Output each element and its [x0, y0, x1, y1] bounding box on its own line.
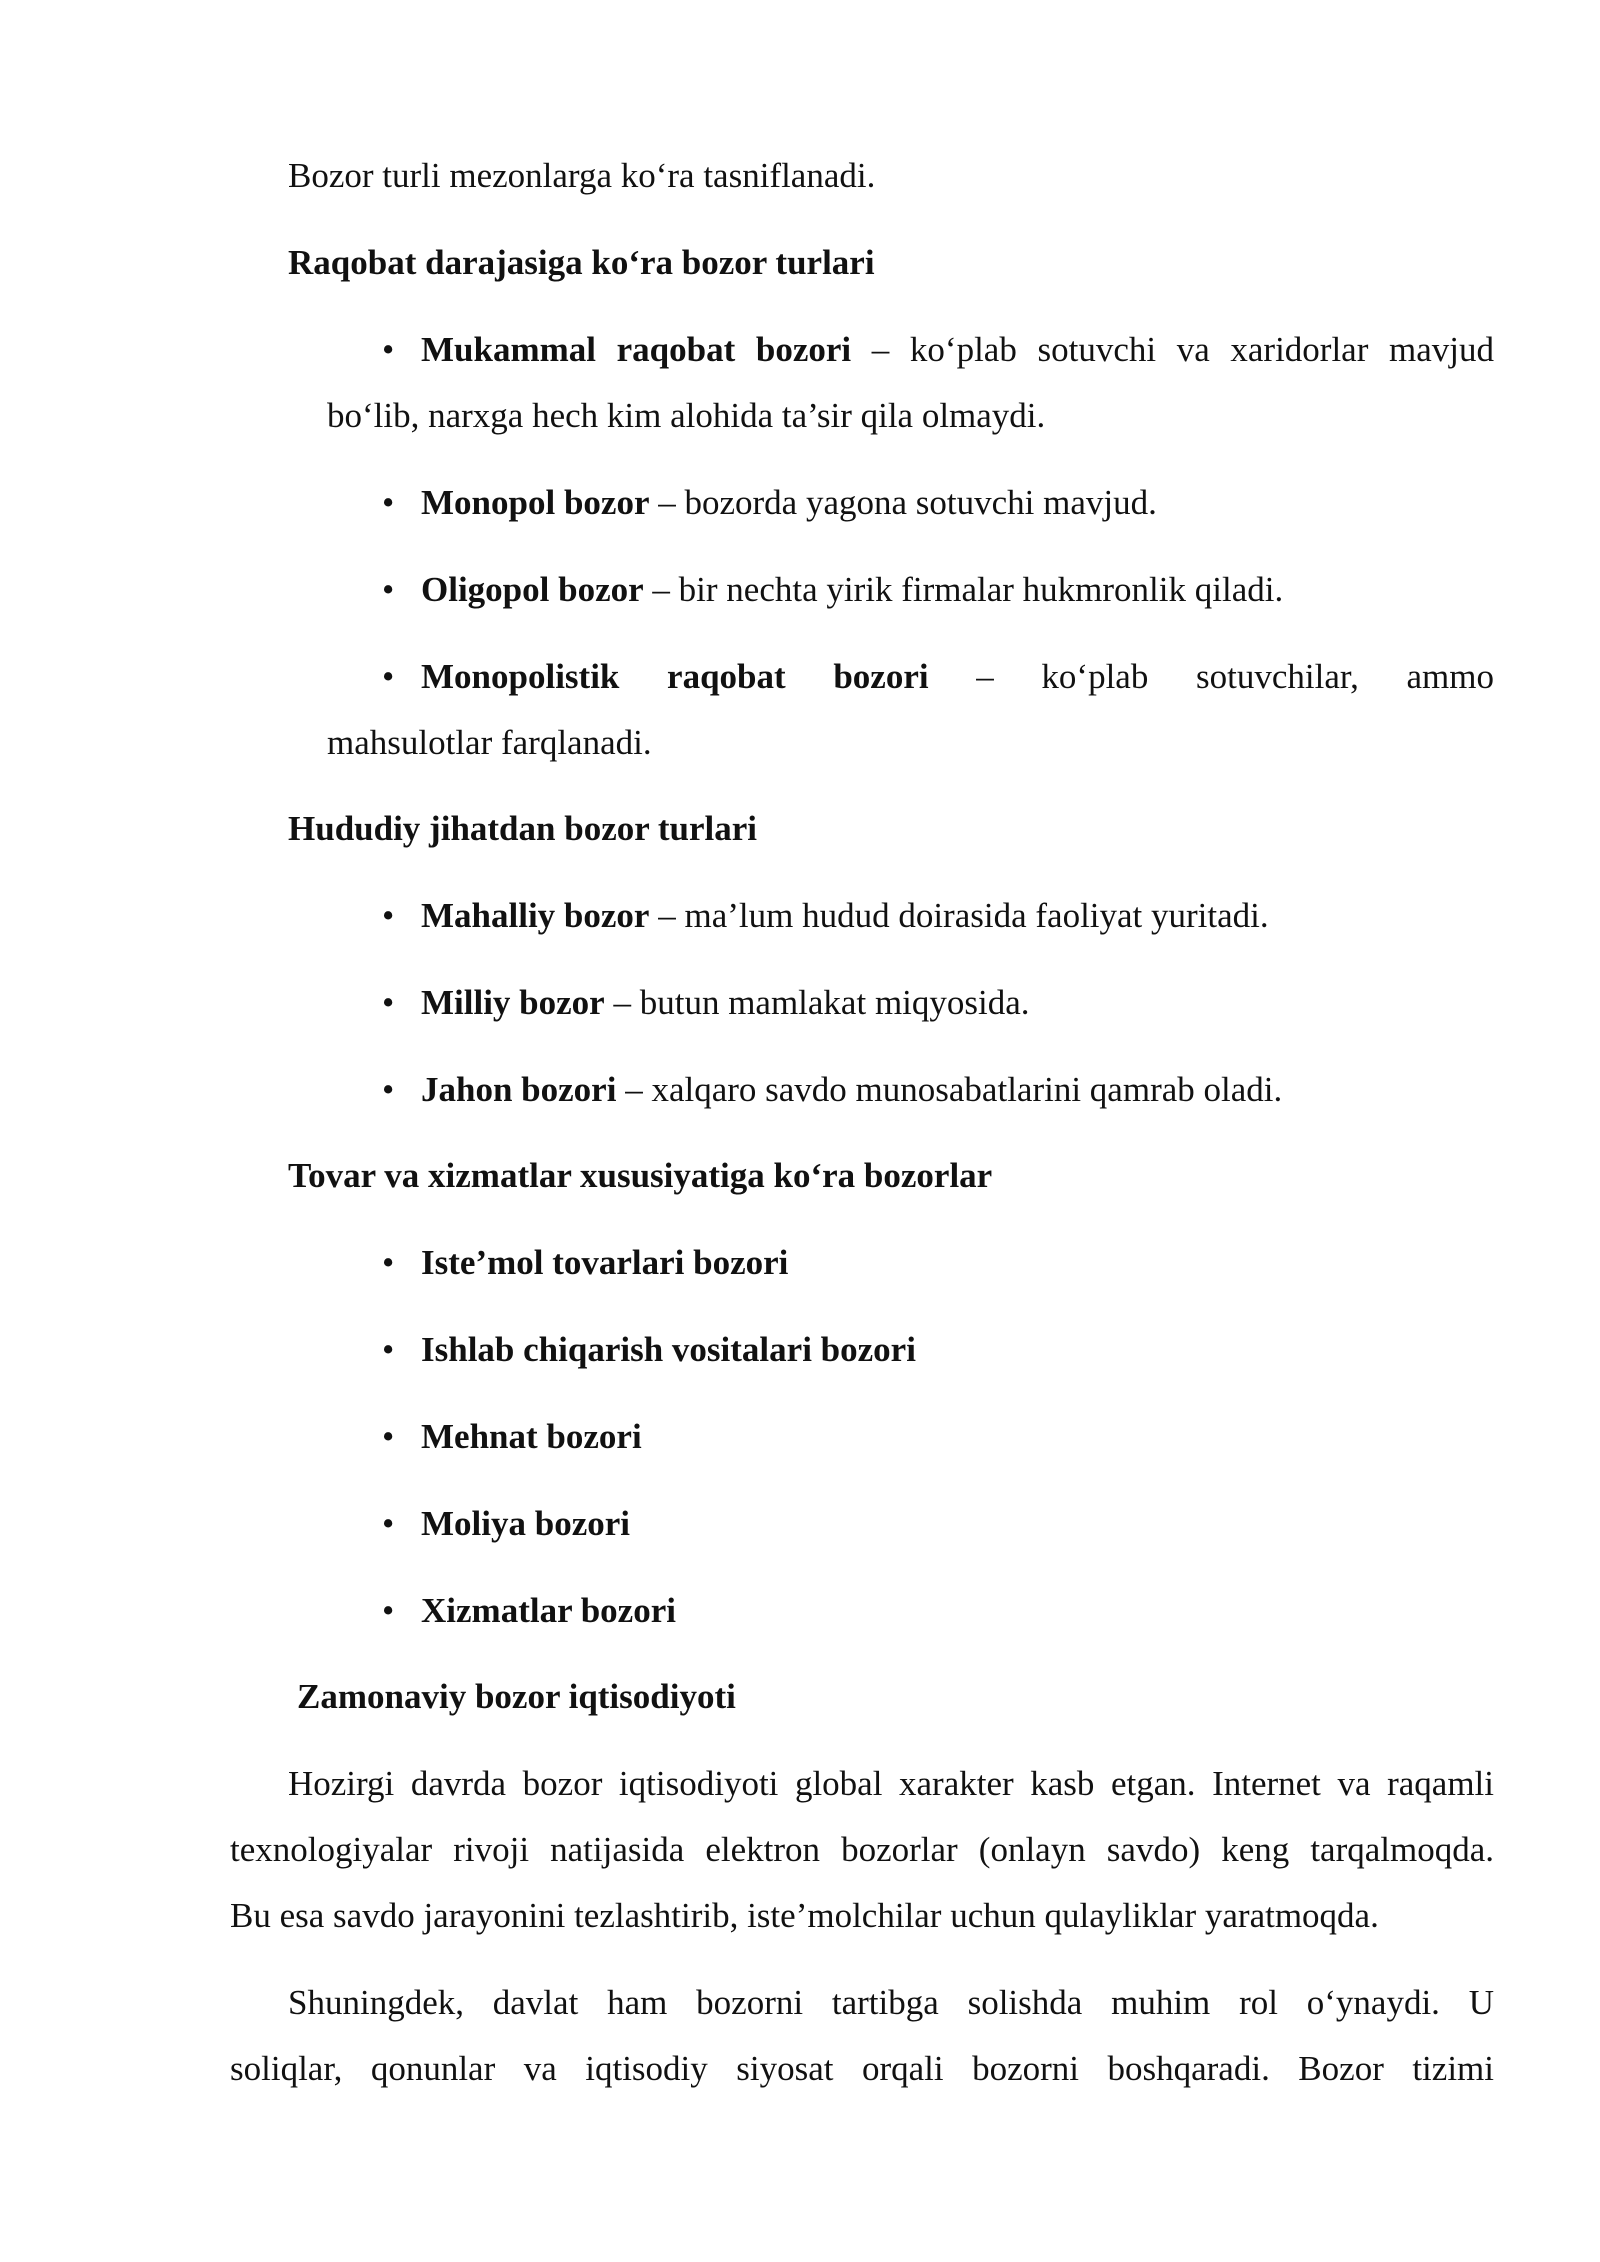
bullet-glyph: •	[382, 657, 395, 696]
section-heading-competition: Raqobat darajasiga ko‘ra bozor turlari	[288, 243, 875, 282]
section-heading-modern-economy: Zamonaviy bozor iqtisodiyoti	[297, 1677, 736, 1716]
list-item-desc: – bozorda yagona sotuvchi mavjud.	[649, 483, 1157, 522]
list-item-desc: – ma’lum hudud doirasida faoliyat yuritadi.	[649, 896, 1269, 935]
bullet-glyph: •	[382, 983, 395, 1022]
section-heading-territorial: Hududiy jihatdan bozor turlari	[288, 809, 758, 848]
bullet-glyph: •	[382, 570, 395, 609]
list-item-continuation: bo‘lib, narxga hech kim alohida ta’sir qila olmaydi.	[327, 396, 1046, 435]
list-item	[421, 483, 1157, 523]
list-item-term: Monopolistik raqobat bozori	[421, 657, 929, 696]
bullet-glyph: •	[382, 1243, 395, 1282]
list-item-desc: – ko‘plab sotuvchilar, ammo	[928, 657, 1495, 696]
list-item-term: Mukammal raqobat bozori	[421, 330, 852, 369]
list-item	[421, 1070, 1282, 1110]
list-item-term: Moliya bozori	[421, 1504, 630, 1543]
list-item-term: Oligopol bozor	[421, 570, 644, 609]
paragraph-line: Bu esa savdo jarayonini tezlashtirib, iste’molchilar uchun qulayliklar yaratmoqda.	[230, 1896, 1379, 1935]
list-item-desc: – butun mamlakat miqyosida.	[604, 983, 1030, 1022]
bullet-glyph: •	[382, 896, 395, 935]
list-item-term: Jahon bozori	[421, 1070, 617, 1109]
list-item-term: Milliy bozor	[421, 983, 605, 1022]
paragraph-line: Hozirgi davrda bozor iqtisodiyoti global xarakter kasb etgan. Internet va raqamli	[288, 1764, 1494, 1803]
bullet-glyph: •	[382, 1330, 395, 1369]
list-item-term: Monopol bozor	[421, 483, 650, 522]
list-item	[421, 657, 1494, 697]
bullet-glyph: •	[382, 483, 395, 522]
list-item-desc: – ko‘plab sotuvchi va xaridorlar mavjud	[851, 330, 1494, 369]
list-item-desc: – xalqaro savdo munosabatlarini qamrab oladi.	[616, 1070, 1283, 1109]
bullet-glyph: •	[382, 1504, 395, 1543]
list-item	[421, 983, 1030, 1023]
list-item-term: Mehnat bozori	[421, 1417, 642, 1456]
list-item	[421, 330, 1494, 370]
list-item	[421, 896, 1269, 936]
list-item-term: Mahalliy bozor	[421, 896, 650, 935]
list-item-desc: – bir nechta yirik firmalar hukmronlik qiladi.	[643, 570, 1284, 609]
paragraph-line: soliqlar, qonunlar va iqtisodiy siyosat orqali bozorni boshqaradi. Bozor tizimi	[230, 2049, 1494, 2088]
bullet-glyph: •	[382, 1417, 395, 1456]
list-item-term: Xizmatlar bozori	[421, 1591, 676, 1630]
bullet-glyph: •	[382, 330, 395, 369]
bullet-glyph: •	[382, 1070, 395, 1109]
paragraph-line: Shuningdek, davlat ham bozorni tartibga solishda muhim rol o‘ynaydi. U	[288, 1983, 1494, 2022]
section-heading-goods-services: Tovar va xizmatlar xususiyatiga ko‘ra bozorlar	[288, 1156, 993, 1195]
paragraph-line: texnologiyalar rivoji natijasida elektron bozorlar (onlayn savdo) keng tarqalmoqda.	[230, 1830, 1494, 1869]
list-item-continuation: mahsulotlar farqlanadi.	[327, 723, 652, 762]
intro-paragraph: Bozor turli mezonlarga ko‘ra tasniflanadi.	[288, 156, 876, 195]
list-item-term: Ishlab chiqarish vositalari bozori	[421, 1330, 916, 1369]
list-item-term: Iste’mol tovarlari bozori	[421, 1243, 789, 1282]
bullet-glyph: •	[382, 1591, 395, 1630]
list-item	[421, 570, 1283, 610]
